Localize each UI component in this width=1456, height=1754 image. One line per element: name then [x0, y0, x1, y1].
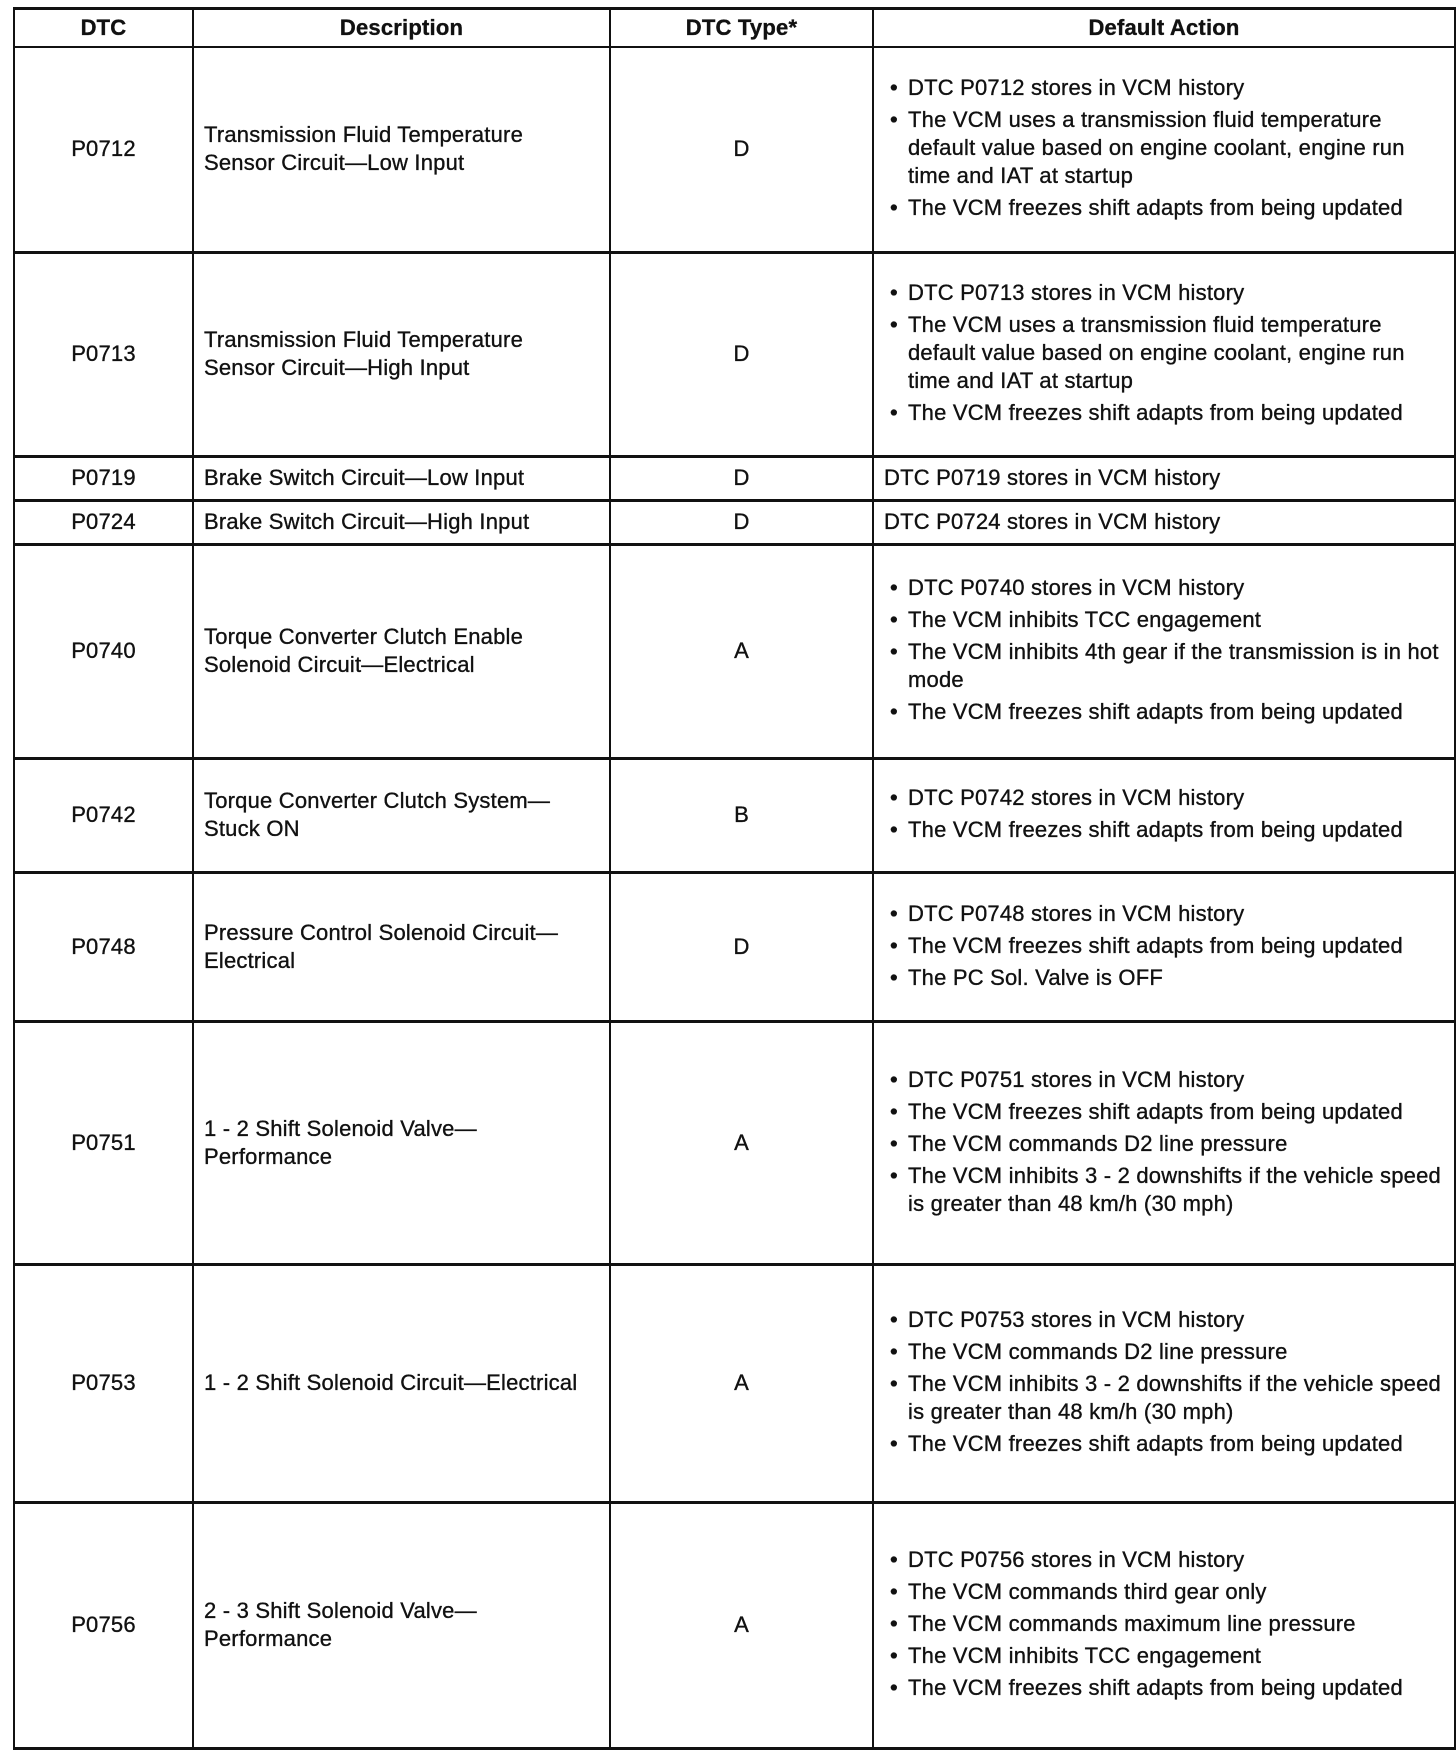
action-item: • The VCM inhibits TCC engagement [884, 1642, 1444, 1670]
dtc-description: Pressure Control Solenoid Circuit—Electrical [193, 872, 610, 1021]
action-item: • DTC P0740 stores in VCM history [884, 574, 1444, 602]
action-item: • The VCM freezes shift adapts from being updated [884, 1098, 1444, 1126]
dtc-type: D [610, 252, 873, 456]
header-action: Default Action [873, 9, 1455, 48]
dtc-table [13, 7, 1456, 1750]
action-item: • DTC P0753 stores in VCM history [884, 1306, 1444, 1334]
table-row [14, 1502, 1455, 1748]
action-item: • The VCM commands maximum line pressure [884, 1610, 1444, 1638]
action-item: • DTC P0712 stores in VCM history [884, 74, 1444, 102]
default-action [873, 872, 1455, 1021]
action-item: • The VCM freezes shift adapts from being updated [884, 816, 1444, 844]
action-item: • The PC Sol. Valve is OFF [884, 964, 1444, 992]
dtc-description: 2 - 3 Shift Solenoid Valve—Performance [193, 1502, 610, 1748]
default-action [873, 1502, 1455, 1748]
action-item: • The VCM freezes shift adapts from being updated [884, 1430, 1444, 1458]
action-item: • The VCM freezes shift adapts from being updated [884, 399, 1444, 427]
action-item: • The VCM inhibits 4th gear if the transmission is in hot mode [884, 638, 1444, 694]
dtc-description: Brake Switch Circuit—Low Input [193, 456, 610, 500]
action-item: • DTC P0751 stores in VCM history [884, 1066, 1444, 1094]
action-item: • The VCM inhibits TCC engagement [884, 606, 1444, 634]
default-action [873, 1021, 1455, 1264]
default-action [873, 758, 1455, 872]
dtc-type: A [610, 1021, 873, 1264]
action-item: • DTC P0748 stores in VCM history [884, 900, 1444, 928]
dtc-code: P0753 [14, 1264, 193, 1502]
default-action [873, 252, 1455, 456]
dtc-code: P0742 [14, 758, 193, 872]
table-row [14, 500, 1455, 544]
default-action [873, 544, 1455, 758]
action-list [884, 68, 1444, 230]
dtc-description: 1 - 2 Shift Solenoid Valve—Performance [193, 1021, 610, 1264]
action-item: • DTC P0713 stores in VCM history [884, 279, 1444, 307]
action-list [884, 568, 1444, 734]
action-item: • The VCM freezes shift adapts from being updated [884, 194, 1444, 222]
action-item: • The VCM uses a transmission fluid temperature default value based on engine coolant, engine run time and IAT at startup [884, 311, 1444, 395]
action-item: • The VCM uses a transmission fluid temperature default value based on engine coolant, engine run time and IAT at startup [884, 106, 1444, 190]
dtc-description: Torque Converter Clutch System—Stuck ON [193, 758, 610, 872]
dtc-code: P0724 [14, 500, 193, 544]
dtc-code: P0751 [14, 1021, 193, 1264]
dtc-description: 1 - 2 Shift Solenoid Circuit—Electrical [193, 1264, 610, 1502]
table-row [14, 1264, 1455, 1502]
default-action [873, 47, 1455, 252]
dtc-type: D [610, 500, 873, 544]
table-row [14, 456, 1455, 500]
dtc-description: Torque Converter Clutch Enable Solenoid Circuit—Electrical [193, 544, 610, 758]
dtc-type: B [610, 758, 873, 872]
action-item: • The VCM freezes shift adapts from being updated [884, 932, 1444, 960]
action-list [884, 894, 1444, 1000]
action-list [884, 1300, 1444, 1466]
table-row [14, 47, 1455, 252]
header-row [14, 9, 1455, 48]
action-item: • The VCM freezes shift adapts from being updated [884, 698, 1444, 726]
table-row [14, 252, 1455, 456]
table-row [14, 544, 1455, 758]
dtc-code: P0748 [14, 872, 193, 1021]
dtc-code: P0719 [14, 456, 193, 500]
action-item: • The VCM commands third gear only [884, 1578, 1444, 1606]
table-row [14, 758, 1455, 872]
dtc-code: P0713 [14, 252, 193, 456]
dtc-type: D [610, 47, 873, 252]
header-type: DTC Type* [610, 9, 873, 48]
action-item: • The VCM inhibits 3 - 2 downshifts if the vehicle speed is greater than 48 km/h (30 mph) [884, 1370, 1444, 1426]
action-list [884, 1540, 1444, 1710]
table-row [14, 872, 1455, 1021]
action-item: • The VCM freezes shift adapts from being updated [884, 1674, 1444, 1702]
dtc-type: A [610, 1264, 873, 1502]
header-dtc: DTC [14, 9, 193, 48]
action-list [884, 1060, 1444, 1226]
default-action: DTC P0724 stores in VCM history [873, 500, 1455, 544]
dtc-description: Brake Switch Circuit—High Input [193, 500, 610, 544]
default-action [873, 1264, 1455, 1502]
action-item: • The VCM commands D2 line pressure [884, 1338, 1444, 1366]
header-description: Description [193, 9, 610, 48]
table-row [14, 1021, 1455, 1264]
action-list [884, 273, 1444, 435]
dtc-type: A [610, 544, 873, 758]
dtc-description: Transmission Fluid Temperature Sensor Circuit—Low Input [193, 47, 610, 252]
dtc-description: Transmission Fluid Temperature Sensor Circuit—High Input [193, 252, 610, 456]
default-action: DTC P0719 stores in VCM history [873, 456, 1455, 500]
dtc-code: P0712 [14, 47, 193, 252]
dtc-type: D [610, 456, 873, 500]
action-item: • The VCM commands D2 line pressure [884, 1130, 1444, 1158]
action-item: • The VCM inhibits 3 - 2 downshifts if the vehicle speed is greater than 48 km/h (30 mph) [884, 1162, 1444, 1218]
action-item: • DTC P0742 stores in VCM history [884, 784, 1444, 812]
dtc-type: A [610, 1502, 873, 1748]
action-item: • DTC P0756 stores in VCM history [884, 1546, 1444, 1574]
action-list [884, 778, 1444, 852]
dtc-type: D [610, 872, 873, 1021]
dtc-code: P0756 [14, 1502, 193, 1748]
dtc-code: P0740 [14, 544, 193, 758]
